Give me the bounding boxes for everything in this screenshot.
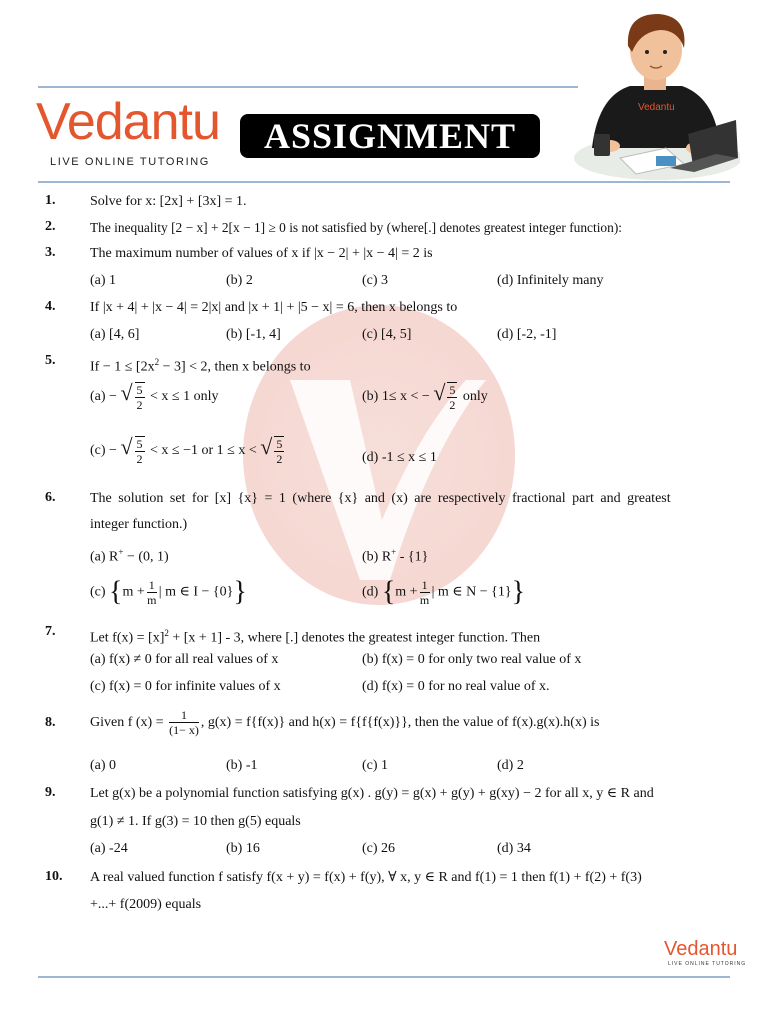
q6a-post: − (0, 1) [123, 549, 169, 565]
option-c: (c) 26 [362, 841, 396, 856]
frac-den: m [147, 593, 157, 607]
option-c: (c) [4, 5] [362, 327, 412, 342]
page-title: ASSIGNMENT [240, 114, 540, 158]
option-a: (a) f(x) ≠ 0 for all real values of x [90, 652, 279, 667]
sqrt-icon: √ $\frac{5}{2}$ [260, 434, 283, 466]
question-text [90, 624, 540, 648]
option-d: (d) 2 [497, 758, 524, 773]
q5c-pre: (c) − [90, 443, 117, 459]
frac-num: 5 [136, 383, 143, 397]
sqrt-icon: √ $\frac{5}{2}$ [120, 380, 143, 412]
option-d: (d) [-2, -1] [497, 327, 557, 342]
q6c-rest: | m ∈ I − {0} [158, 584, 234, 600]
q6b-pre: (b) R [362, 549, 392, 565]
frac-den: 2 [449, 398, 456, 412]
option-d [362, 578, 525, 607]
vedantu-logo: Vedantu [36, 93, 220, 151]
option-b [362, 543, 428, 567]
logo-tagline: LIVE ONLINE TUTORING [50, 156, 210, 168]
question-number: 2. [45, 219, 56, 234]
shirt-logo: Vedantu [638, 102, 675, 113]
q6b-sup: + [391, 547, 397, 557]
question-number: 7. [45, 624, 56, 639]
question-text-line2: g(1) ≠ 1. If g(3) = 10 then g(5) equals [90, 814, 301, 829]
question-number: 8. [45, 715, 56, 730]
question-number: 9. [45, 785, 56, 800]
question-number: 3. [45, 245, 56, 260]
q6c-m: m + [122, 584, 145, 600]
option-d: (d) 34 [497, 841, 531, 856]
frac-num: 1 [421, 578, 428, 592]
option-b [362, 382, 488, 412]
q6a-sup: + [118, 547, 124, 557]
q7-text-post: + [x + 1] - 3, where [.] denotes the greatest integer function. Then [168, 630, 541, 646]
footer-vedantu-logo: Vedantu [664, 938, 738, 960]
q8-text-post: , g(x) = f{f(x)} and h(x) = f{f{f(x)}}, then the value of f(x).g(x).h(x) is [200, 715, 600, 730]
q7-sup: 2 [164, 628, 169, 638]
option-a [90, 382, 218, 412]
option-b: (b) 2 [226, 273, 253, 288]
frac-den: m [419, 593, 430, 607]
question-text-line2: integer function.) [90, 517, 188, 532]
footer-logo-tagline: LIVE ONLINE TUTORING [668, 961, 747, 967]
question-number: 1. [45, 193, 56, 208]
option-b: (b) -1 [226, 758, 258, 773]
brace-close-icon: } [511, 576, 526, 608]
sqrt-icon: √ $\frac{5}{2}$ [433, 380, 456, 412]
q5c-mid: < x ≤ −1 or 1 ≤ x < [150, 443, 257, 459]
option-c: (c) f(x) = 0 for infinite values of x [90, 679, 281, 694]
frac-num: 5 [276, 437, 283, 451]
brace-close-icon: } [233, 576, 247, 608]
top-rule [38, 86, 578, 88]
q6a-pre: (a) R [90, 549, 119, 565]
option-b: (b) [-1, 4] [226, 327, 281, 342]
frac-den: 2 [136, 398, 143, 412]
frac-num: 1 [148, 578, 155, 592]
frac-num: 5 [449, 383, 456, 397]
student-illustration [570, 8, 740, 182]
question-text [90, 706, 599, 740]
q6d-m: m + [395, 584, 418, 600]
option-c [90, 578, 247, 607]
option-a [90, 543, 169, 567]
option-b: (b) f(x) = 0 for only two real value of x [362, 652, 582, 667]
q8-text-pre: Given f (x) = [90, 715, 164, 730]
q5-text-pre: If − 1 ≤ [2x [90, 359, 155, 375]
question-text: The solution set for [x] {x} = 1 (where {x} and (x) are respectively fractional part and greatest [90, 491, 671, 506]
question-text: The maximum number of values of x if |x − 2| + |x − 4| = 2 is [90, 246, 433, 261]
question-number: 5. [45, 353, 56, 368]
brace-open-icon: { [381, 576, 396, 608]
question-number: 6. [45, 490, 56, 505]
footer-rule [38, 976, 730, 978]
frac-num: 5 [136, 437, 143, 451]
option-d: (d) Infinitely many [497, 273, 604, 288]
option-b: (b) 16 [226, 841, 260, 856]
option-d: (d) -1 ≤ x ≤ 1 [362, 450, 437, 465]
question-text: A real valued function f satisfy f(x + y) = f(x) + f(y), ∀ x, y ∈ R and f(1) = 1 then f(1) + f(2) + f(3) [90, 870, 642, 885]
question-number: 10. [45, 869, 63, 884]
question-text: The inequality [2 − x] + 2[x − 1] ≥ 0 is not satisfied by (where[.] denotes greatest integer function): [90, 220, 623, 235]
frac-den: 2 [136, 452, 143, 466]
q5b-post: only [462, 389, 488, 405]
option-d: (d) f(x) = 0 for no real value of x. [362, 679, 550, 694]
option-c: (c) 3 [362, 273, 389, 288]
q5-sup: 2 [154, 357, 160, 367]
option-a: (a) -24 [90, 841, 128, 856]
q5-text-post: − 3] < 2, then x belongs to [159, 359, 311, 375]
q5b-pre: (b) 1≤ x < − [362, 389, 430, 405]
q6d-rest: | m ∈ N − {1} [431, 584, 512, 600]
option-a: (a) 1 [90, 273, 117, 288]
brace-open-icon: { [109, 576, 123, 608]
question-text [90, 353, 311, 377]
option-c: (c) 1 [362, 758, 389, 773]
q6c-label: (c) [90, 584, 106, 600]
frac-den: (1− x) [169, 723, 199, 738]
q6d-label: (d) [362, 584, 379, 600]
q5a-pre: (a) − [90, 389, 117, 405]
question-number: 4. [45, 299, 56, 314]
option-c [90, 436, 286, 466]
sqrt-icon: √ $\frac{5}{2}$ [120, 434, 143, 466]
q7-text-pre: Let f(x) = [x] [90, 630, 165, 646]
question-text: Solve for x: [2x] + [3x] = 1. [90, 194, 247, 209]
frac-den: 2 [276, 452, 283, 466]
question-text-line2: +...+ f(2009) equals [90, 897, 202, 912]
frac-num: 1 [169, 708, 199, 723]
option-a: (a) [4, 6] [90, 327, 140, 342]
question-text: Let g(x) be a polynomial function satisfying g(x) . g(y) = g(x) + g(y) + g(xy) − 2 for all x, y ∈ R and [90, 786, 654, 801]
option-a: (a) 0 [90, 758, 117, 773]
q5a-post: < x ≤ 1 only [150, 389, 219, 405]
question-text: If |x + 4| + |x − 4| = 2|x| and |x + 1| + |5 − x| = 6, then x belongs to [90, 300, 458, 315]
q6b-post: - {1} [396, 549, 429, 565]
